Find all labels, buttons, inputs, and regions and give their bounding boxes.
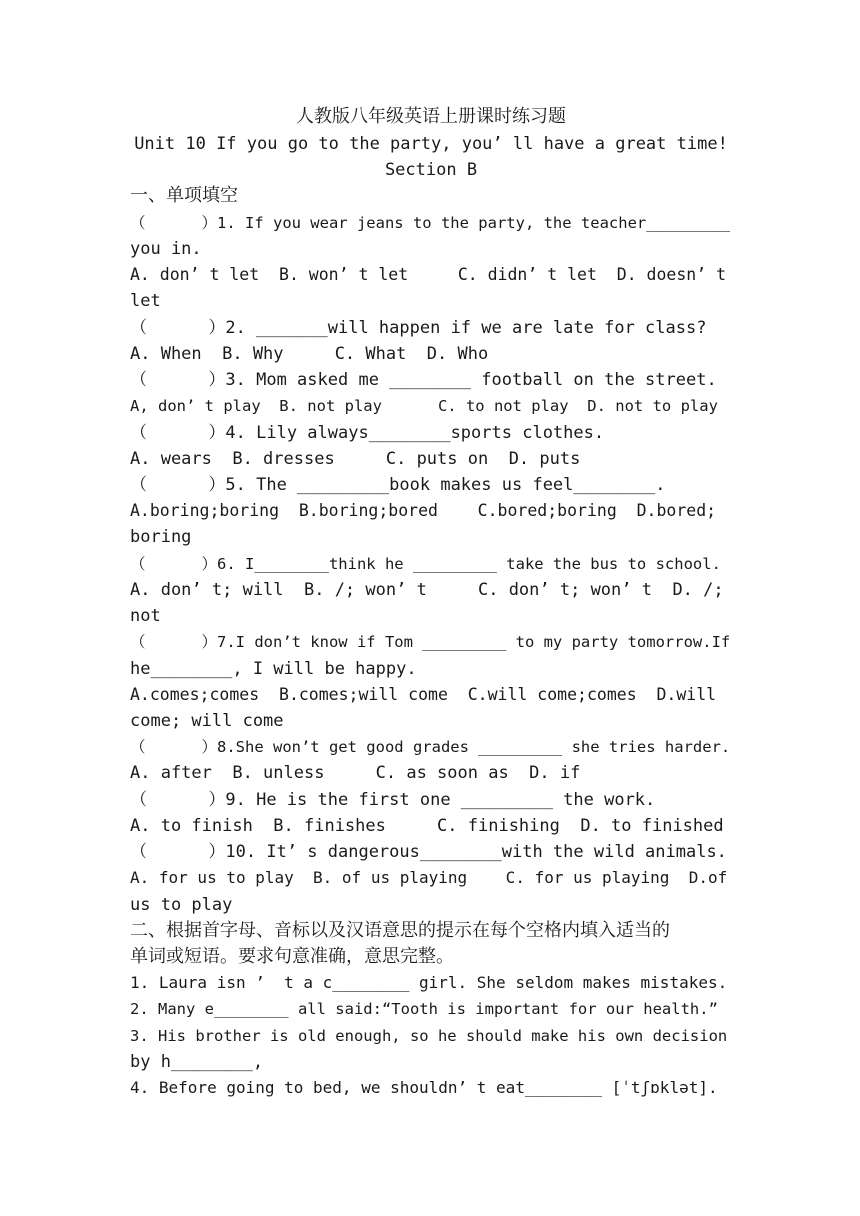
options-line: A. don’ t let B. won’ t let C. didn’ t let D. doesn’ t — [130, 265, 727, 284]
options-line: A. wears B. dresses C. puts on D. puts — [130, 449, 581, 469]
options-line: A, don’ t play B. not play C. to not play D. not to play — [130, 397, 718, 415]
question-line: （ ）10. It’ s dangerous________with the wild animals. — [130, 842, 727, 862]
fill-in-line: 2. Many e________ all said:“Tooth is important for our health.” — [130, 1000, 718, 1018]
fill-in-line: 4. Before going to bed, we shouldn’ t eat________ [ˈtʃɒklət]. — [130, 1078, 718, 1097]
question-line: （ ）5. The _________book makes us feel________. — [130, 475, 666, 495]
question-line: （ ）6. I________think he _________ take the bus to school. — [130, 555, 721, 573]
part2-heading: 二、根据首字母、音标以及汉语意思的提示在每个空格内填入适当的 — [130, 920, 670, 941]
question-line: （ ）3. Mom asked me ________ football on the street. — [130, 370, 717, 390]
options-line: boring — [130, 527, 192, 547]
section-title: Section B — [384, 160, 478, 180]
question-line: （ ）9. He is the first one _________ the work. — [130, 790, 656, 810]
options-line: A. for us to play B. of us playing C. for us playing D.of — [130, 868, 728, 887]
options-line: A. When B. Why C. What D. Who — [130, 344, 489, 364]
fill-in-line: by h________, — [130, 1052, 264, 1072]
options-line: A. after B. unless C. as soon as D. if — [130, 763, 581, 783]
fill-in-line: 1. Laura isn ’ t a c________ girl. She seldom makes mistakes. — [130, 973, 728, 992]
question-line: （ ）1. If you wear jeans to the party, the teacher_________ — [130, 214, 731, 232]
question-line: （ ）2. _______will happen if we are late for class? — [130, 318, 707, 338]
question-line: he________, I will be happy. — [130, 659, 417, 679]
options-line: not — [130, 606, 161, 626]
question-line: you in. — [130, 239, 202, 259]
options-line: let — [130, 291, 161, 311]
part2-heading-cont: 单词或短语。要求句意准确，意思完整。 — [130, 946, 454, 967]
fill-in-line: 3. His brother is old enough, so he should make his own decision — [130, 1027, 728, 1045]
options-line: us to play — [130, 895, 233, 915]
options-line: A.comes;comes B.comes;will come C.will come;comes D.will — [130, 685, 717, 704]
question-line: （ ）4. Lily always________sports clothes. — [130, 423, 605, 443]
options-line: come; will come — [130, 711, 284, 731]
unit-title: Unit 10 If you go to the party, you’ ll have a great time! — [134, 134, 728, 154]
options-line: A.boring;boring B.boring;bored C.bored;boring D.bored; — [130, 501, 717, 520]
document-title: 人教版八年级英语上册课时练习题 — [296, 106, 566, 127]
options-line: A. don’ t; will B. /; won’ t C. don’ t; won’ t D. /; — [130, 580, 724, 600]
question-line: （ ）7.I don’t know if Tom _________ to my party tomorrow.If — [130, 633, 731, 651]
options-line: A. to finish B. finishes C. finishing D. to finished — [130, 816, 724, 836]
part1-heading: 一、单项填空 — [130, 185, 238, 206]
question-line: （ ）8.She won’t get good grades _________ she tries harder. — [130, 738, 731, 756]
